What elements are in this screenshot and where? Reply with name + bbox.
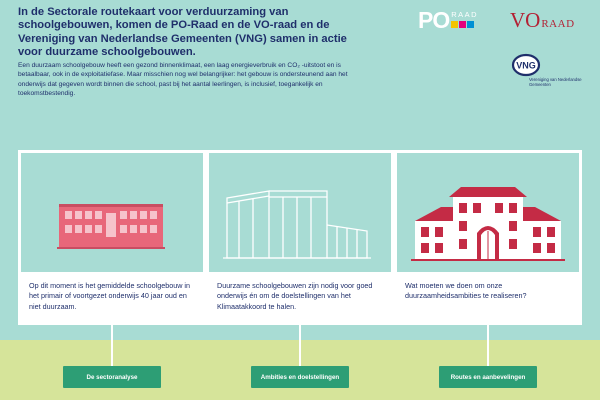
card-2-illustration xyxy=(206,150,394,275)
card-1-caption: Op dit moment is het gemiddelde schoolgebouw in het primair of voortgezet onderwijs 40 jaar oud en niet duurzaam. xyxy=(29,281,191,311)
vng-logo-mark: VNG xyxy=(516,60,536,71)
po-raad-logo-raad: RAAD xyxy=(451,10,479,19)
card-2-caption: Duurzame schoolgebouwen zijn nodig voor goed onderwijs én om de doelstellingen van het Klimaatakkoord te halen. xyxy=(217,281,373,311)
card-sectoranalyse xyxy=(18,150,206,325)
card-1-illustration xyxy=(18,150,206,275)
card-3-caption: Wat moeten we doen om onze duurzaamheidsambities te realiseren? xyxy=(405,281,527,301)
vo-raad-logo-vo: VO xyxy=(510,8,541,32)
intro-title: In de Sectorale routekaart voor verduurzaming van schoolgebouwen, komen de PO-Raad en de VO-raad en de Vereniging van Nederlandse Gemeenten (VNG) samen in actie voor duurzame schoolgebouwen. xyxy=(18,6,347,58)
vng-logo xyxy=(511,53,591,93)
vo-raad-logo-raad: RAAD xyxy=(541,18,575,30)
po-raad-stripes xyxy=(451,21,478,28)
old-building-illustration xyxy=(21,153,203,272)
card-3-illustration xyxy=(394,150,582,275)
ambities-button[interactable]: Ambities en doelstellingen xyxy=(251,366,349,388)
outline-building-illustration xyxy=(209,153,391,272)
routes-button[interactable]: Routes en aanbevelingen xyxy=(439,366,537,388)
card-routes xyxy=(394,150,582,325)
po-raad-logo-po: PO xyxy=(418,7,450,33)
vo-raad-logo xyxy=(510,9,575,31)
intro-body: Een duurzaam schoolgebouw heeft een gezond binnenklimaat, een laag energieverbruik en CO₂ -uitstoot en is betaalbaar, ook in de exploitatiefase. Maar misschien nog wel belangrijker: het gebouw is ondersteunend aan het onderwijs dat gegeven wordt binnen die school, past bij het aantal leerlingen, is inclusief, toegankelijk en toekomstbestendig. xyxy=(18,62,348,98)
vng-logo-subtitle: Vereniging van Nederlandse Gemeenten xyxy=(529,77,582,87)
future-school-illustration xyxy=(397,153,579,272)
po-raad-logo xyxy=(418,8,478,32)
sectoranalyse-button[interactable]: De sectoranalyse xyxy=(63,366,161,388)
card-ambities xyxy=(206,150,394,325)
